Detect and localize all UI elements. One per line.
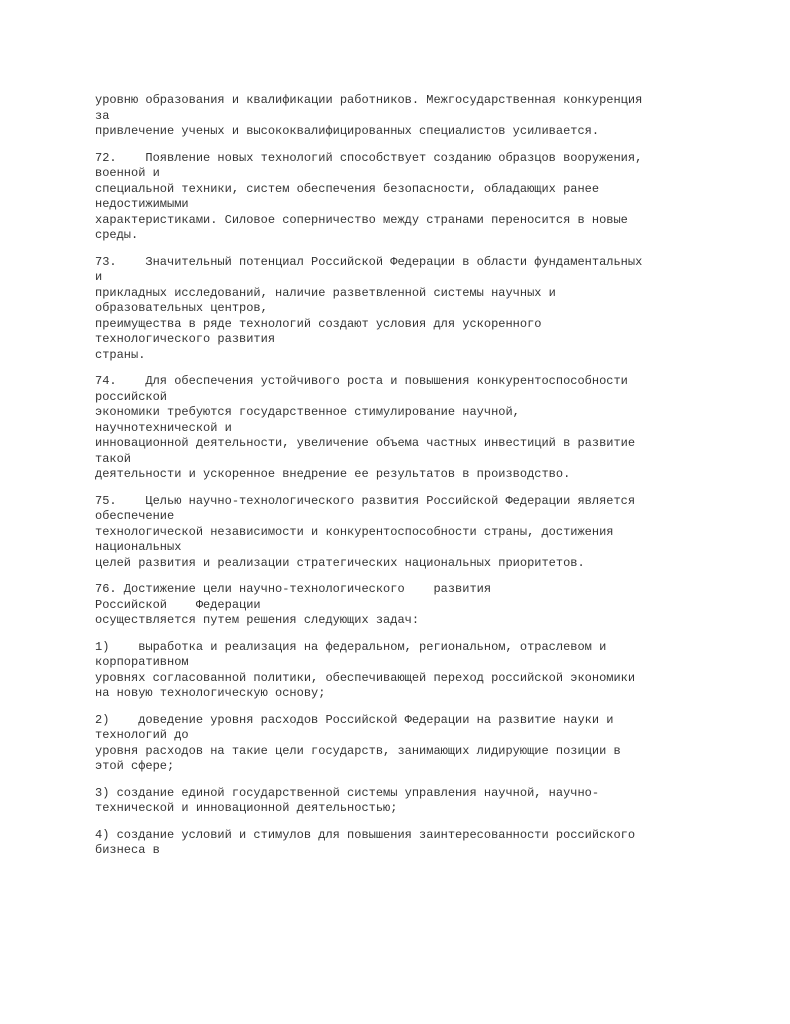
text-line: 73. Значительный потенциал Российской Федерации в области фундаментальных: [95, 254, 643, 269]
list-item-2: [95, 713, 695, 775]
text-line: 3) создание единой государственной системы управления научной, научно-: [95, 785, 600, 800]
text-line: привлечение ученых и высококвалифицированных специалистов усиливается.: [95, 124, 600, 138]
paragraph-76: [95, 582, 695, 629]
paragraph-72: [95, 151, 695, 244]
text-line: уровню образования и квалификации работников. Межгосударственная конкуренция: [95, 93, 643, 107]
text-line: корпоративном: [95, 655, 189, 669]
text-line: бизнеса в: [95, 843, 160, 857]
text-line: технологического развития: [95, 332, 276, 346]
text-line: этой сфере;: [95, 759, 175, 773]
text-line: целей развития и реализации стратегических национальных приоритетов.: [95, 555, 585, 570]
text-line: национальных: [95, 540, 182, 554]
text-line: военной и: [95, 166, 160, 180]
text-line: страны.: [95, 347, 146, 362]
text-line: за: [95, 108, 110, 123]
text-line: прикладных исследований, наличие разветвленной системы научных и: [95, 285, 556, 300]
text-line: обеспечение: [95, 509, 175, 523]
text-line: 75. Целью научно-технологического развития Российской Федерации является: [95, 493, 636, 508]
text-line: осуществляется путем решения следующих задач:: [95, 613, 420, 627]
text-line: экономики требуются государственное стимулирование научной,: [95, 405, 520, 419]
text-line: специальной техники, систем обеспечения безопасности, обладающих ранее: [95, 181, 600, 196]
text-line: 74. Для обеспечения устойчивого роста и повышения конкурентоспособности: [95, 374, 628, 388]
text-line: 4) создание условий и стимулов для повышения заинтересованности российского: [95, 827, 636, 842]
paragraph-74: [95, 374, 695, 483]
paragraph-75: [95, 494, 695, 572]
text-line: 72. Появление новых технологий способствует созданию образцов вооружения,: [95, 150, 643, 165]
text-line: образовательных центров,: [95, 301, 268, 315]
text-line: технической и инновационной деятельностью;: [95, 801, 398, 815]
text-line: недостижимыми: [95, 197, 189, 211]
text-line: уровнях согласованной политики, обеспечивающей переход российской экономики: [95, 670, 636, 685]
text-line: преимущества в ряде технологий создают условия для ускоренного: [95, 316, 542, 331]
text-line: уровня расходов на такие цели государств, занимающих лидирующие позиции в: [95, 743, 621, 758]
text-line: Российской Федерации: [95, 597, 261, 612]
text-line: 1) выработка и реализация на федеральном, региональном, отраслевом и: [95, 639, 607, 654]
text-line: характеристиками. Силовое соперничество между странами переносится в новые: [95, 212, 628, 227]
document-body: [95, 93, 695, 870]
text-line: среды.: [95, 228, 139, 242]
text-line: технологической независимости и конкурентоспособности страны, достижения: [95, 524, 614, 539]
text-line: научнотехнической и: [95, 420, 232, 435]
text-line: российской: [95, 389, 168, 404]
paragraph-intro: [95, 93, 695, 140]
text-line: на новую технологическую основу;: [95, 686, 326, 700]
text-line: инновационной деятельности, увеличение объема частных инвестиций в развитие: [95, 436, 636, 450]
text-line: 76. Достижение цели научно-технологического развития: [95, 582, 492, 596]
list-item-4: [95, 828, 695, 859]
text-line: 2) доведение уровня расходов Российской Федерации на развитие науки и: [95, 712, 614, 727]
text-line: такой: [95, 451, 132, 466]
text-line: технологий до: [95, 728, 189, 742]
text-line: деятельности и ускоренное внедрение ее результатов в производство.: [95, 467, 571, 481]
list-item-3: [95, 786, 695, 817]
paragraph-73: [95, 255, 695, 364]
list-item-1: [95, 640, 695, 702]
text-line: и: [95, 270, 103, 284]
